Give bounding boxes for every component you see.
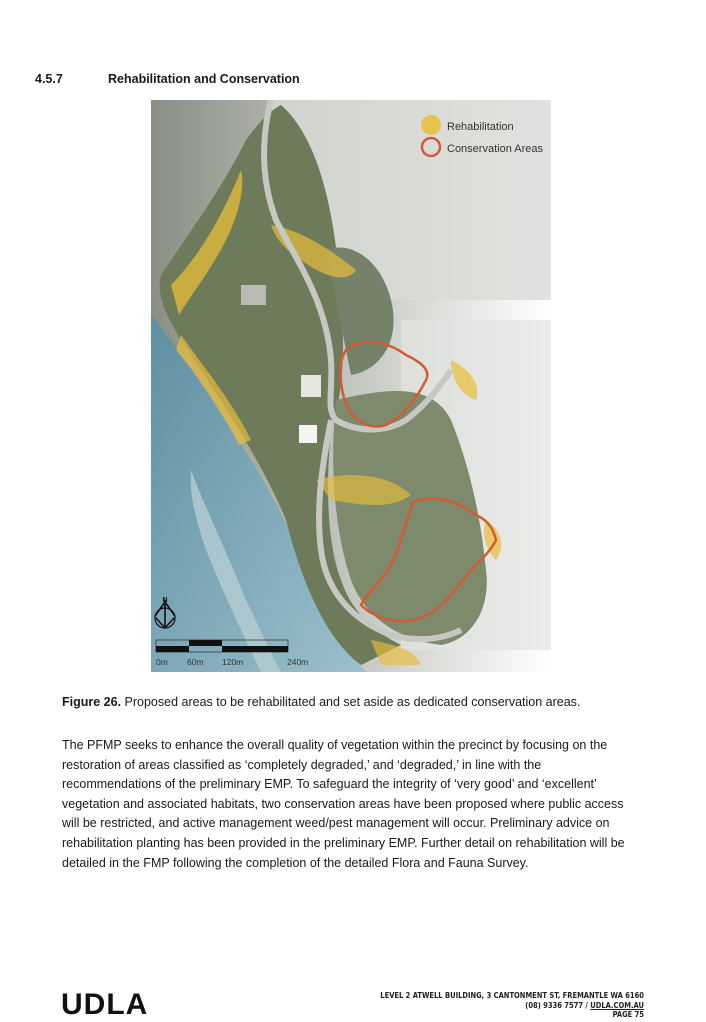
section-number: 4.5.7 xyxy=(35,72,63,86)
figure-caption-text: Proposed areas to be rehabilitated and set aside as dedicated conservation areas. xyxy=(124,695,581,709)
figure-caption xyxy=(62,695,662,709)
building xyxy=(241,285,266,305)
scale-label-60: 60m xyxy=(187,657,204,667)
section-title: Rehabilitation and Conservation xyxy=(108,72,300,86)
north-label: N xyxy=(162,597,168,604)
body-line: restoration of areas classified as ‘completely degraded,’ and ‘degraded,’ in line with the xyxy=(62,757,542,772)
footer-website-link[interactable]: UDLA.COM.AU xyxy=(590,1000,644,1010)
scale-label-0: 0m xyxy=(156,657,168,667)
body-line: rehabilitation planting has been provided in the preliminary EMP. Further detail on rehabilitation will be xyxy=(62,835,625,850)
legend-rehabilitation-swatch xyxy=(421,115,441,135)
footer-phone: (08) 9336 7577 xyxy=(525,1000,584,1010)
page-footer xyxy=(380,991,644,1020)
body-line: vegetation and associated habitats, two conservation areas have been proposed where public access xyxy=(62,796,624,811)
building xyxy=(299,425,317,443)
body-line: recommendations of the preliminary EMP. To safeguard the integrity of ‘very good’ and ‘excellent’ xyxy=(62,777,597,792)
aerial-map xyxy=(151,100,551,672)
footer-page-number: PAGE 75 xyxy=(612,1010,644,1019)
figure-label: Figure 26. xyxy=(62,695,122,709)
footer-contact xyxy=(380,1001,644,1011)
rehabilitation-map-figure xyxy=(151,100,551,672)
footer-separator: / xyxy=(585,1000,588,1010)
scale-label-120: 120m xyxy=(222,657,244,667)
building xyxy=(301,375,321,397)
udla-logo: UDLA xyxy=(61,988,149,1021)
body-line: detailed in the FMP following the completion of the detailed Flora and Fauna Survey. xyxy=(62,855,529,870)
legend-conservation-label: Conservation Areas xyxy=(447,143,543,155)
footer-address: LEVEL 2 ATWELL BUILDING, 3 CANTONMENT ST, FREMANTLE WA 6160 xyxy=(380,991,644,1000)
body-paragraph xyxy=(62,736,662,873)
section-heading xyxy=(35,72,300,86)
body-line: will be restricted, and active management weed/pest management will occur. Preliminary advice on xyxy=(62,816,610,831)
scale-label-240: 240m xyxy=(287,657,309,667)
legend-rehabilitation-label: Rehabilitation xyxy=(447,121,514,133)
body-line: The PFMP seeks to enhance the overall quality of vegetation within the precinct by focusing on the xyxy=(62,738,608,752)
